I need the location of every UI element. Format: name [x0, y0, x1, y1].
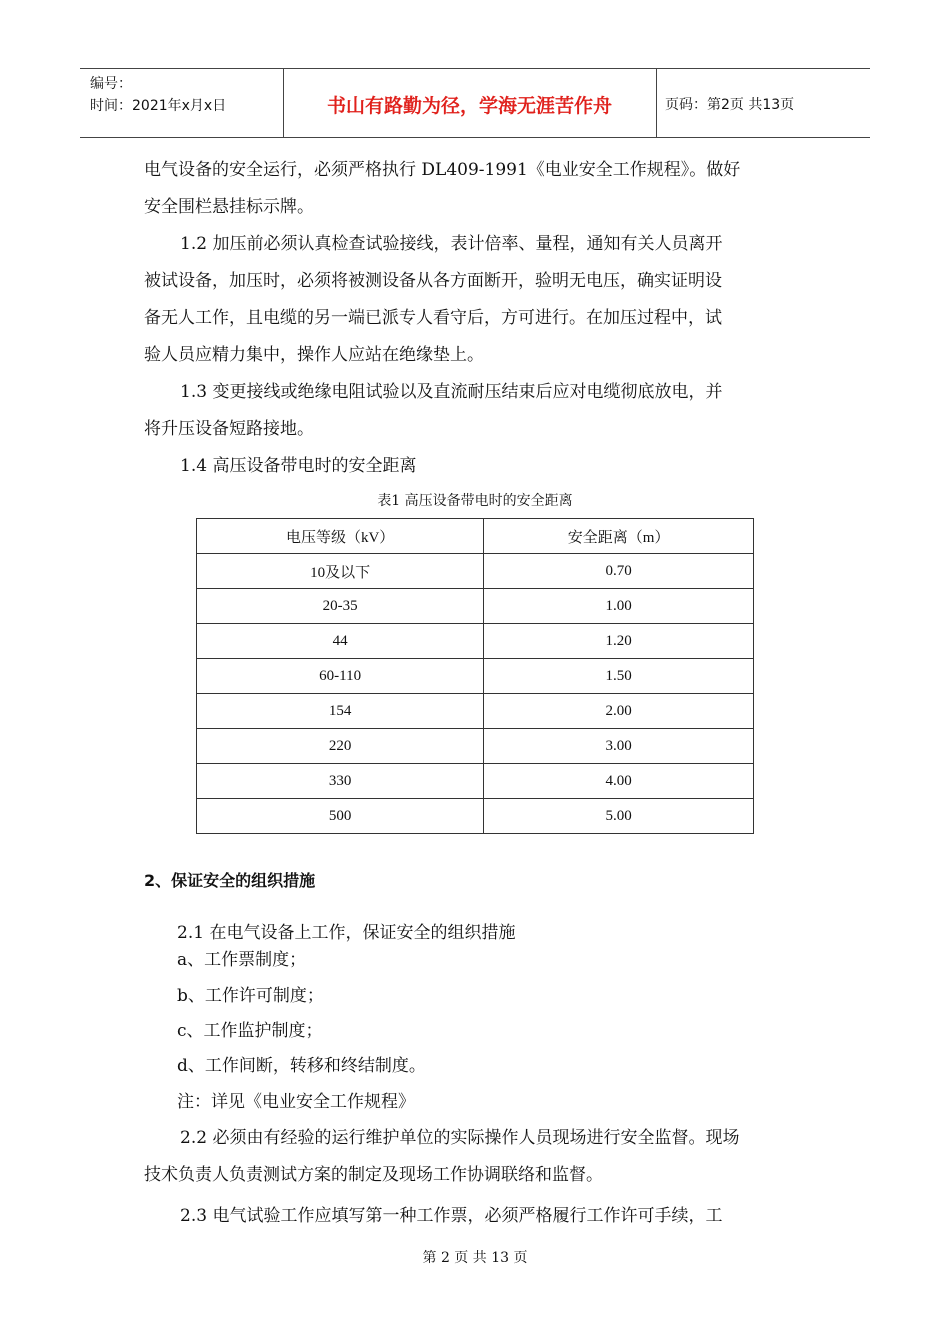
distance-cell: 0.70 [484, 554, 754, 589]
text-line: 1.2 加压前必须认真检查试验接线，表计倍率、量程，通知有关人员离开 [180, 234, 723, 254]
doc-date: 时间：2021年x月x日 [90, 98, 227, 114]
text-line: 1.3 变更接线或绝缘电阻试验以及直流耐压结束后应对电缆彻底放电，并 [180, 382, 723, 402]
voltage-cell: 60-110 [197, 659, 484, 694]
text-line: 将升压设备短路接地。 [144, 419, 314, 439]
header-divider [656, 69, 657, 137]
note-text: 注：详见《电业安全工作规程》 [177, 1092, 415, 1112]
paragraph-1-2-intro [144, 152, 812, 226]
voltage-cell: 330 [197, 764, 484, 799]
paragraph-2-1: 2.1 在电气设备上工作，保证安全的组织措施 [177, 923, 516, 943]
voltage-cell: 500 [197, 799, 484, 834]
header-motto: 书山有路勤为径，学海无涯苦作舟 [326, 95, 612, 117]
voltage-cell: 20-35 [197, 589, 484, 624]
header-page-info: 页码：第2页 共13页 [665, 97, 795, 113]
distance-cell: 5.00 [484, 799, 754, 834]
column-header-voltage: 电压等级（kV） [197, 519, 484, 554]
column-header-distance: 安全距离（m） [484, 519, 754, 554]
text-line: 2.2 必须由有经验的运行维护单位的实际操作人员现场进行安全监督。现场 [180, 1128, 740, 1148]
list-item: a、工作票制度； [177, 950, 307, 970]
text-line: 技术负责人负责测试方案的制定及现场工作协调联络和监督。 [144, 1165, 603, 1185]
page-footer: 第 2 页 共 13 页 [422, 1250, 528, 1266]
list-item: b、工作许可制度； [177, 986, 324, 1006]
safety-distance-table [196, 518, 754, 834]
voltage-cell: 10及以下 [197, 554, 484, 589]
page-header [80, 68, 870, 138]
text-line: 被试设备，加压时，必须将被测设备从各方面断开，验明无电压，确实证明设 [144, 271, 722, 291]
list-item: d、工作间断，转移和终结制度。 [177, 1056, 426, 1076]
table-row [197, 694, 754, 729]
doc-number-label: 编号： [90, 76, 132, 92]
table-row [197, 799, 754, 834]
voltage-cell: 220 [197, 729, 484, 764]
distance-cell: 4.00 [484, 764, 754, 799]
text-line: 1.4 高压设备带电时的安全距离 [180, 456, 417, 476]
paragraph-1-4 [144, 448, 812, 485]
table-header-row [197, 519, 754, 554]
distance-cell: 2.00 [484, 694, 754, 729]
paragraph-2-3 [144, 1198, 812, 1235]
table-caption: 表1 高压设备带电时的安全距离 [377, 493, 573, 509]
text-line: 2.3 电气试验工作应填写第一种工作票，必须严格履行工作许可手续，工 [180, 1206, 723, 1226]
voltage-cell: 44 [197, 624, 484, 659]
table-row [197, 729, 754, 764]
distance-cell: 1.50 [484, 659, 754, 694]
table-row [197, 624, 754, 659]
text-line: 备无人工作，且电缆的另一端已派专人看守后，方可进行。在加压过程中，试 [144, 308, 722, 328]
distance-cell: 3.00 [484, 729, 754, 764]
text-line: 验人员应精力集中，操作人应站在绝缘垫上。 [144, 345, 484, 365]
table-row [197, 659, 754, 694]
paragraph-1-3 [144, 374, 812, 448]
table-row [197, 764, 754, 799]
text-line: 安全围栏悬挂标示牌。 [144, 197, 314, 217]
distance-cell: 1.00 [484, 589, 754, 624]
voltage-cell: 154 [197, 694, 484, 729]
list-item: c、工作监护制度； [177, 1021, 323, 1041]
text-line: 电气设备的安全运行，必须严格执行 DL409-1991《电业安全工作规程》。做好 [144, 160, 741, 180]
table-row [197, 589, 754, 624]
paragraph-1-2 [144, 226, 812, 374]
section-heading: 2、保证安全的组织措施 [144, 871, 316, 890]
paragraph-2-2 [144, 1120, 812, 1194]
distance-cell: 1.20 [484, 624, 754, 659]
table-row [197, 554, 754, 589]
